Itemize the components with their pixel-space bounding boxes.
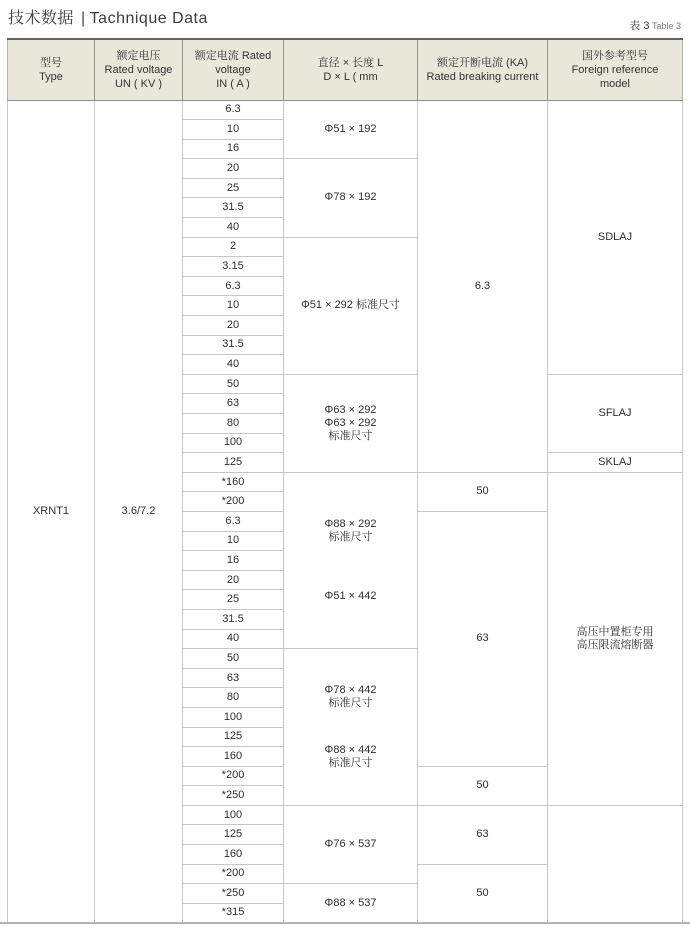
table-caption [629, 17, 681, 33]
current-cell: 40 [183, 355, 284, 375]
dimension-cell [284, 374, 418, 472]
current-cell: *250 [183, 786, 284, 806]
column-header-line: model [600, 77, 630, 90]
current-cell: 20 [183, 570, 284, 590]
dimension-cell [284, 159, 418, 237]
dimension-label [284, 518, 417, 544]
column-header [8, 39, 95, 100]
dimension-label-line: Φ63 × 292 [324, 403, 377, 416]
current-cell: 80 [183, 414, 284, 434]
current-cell: 100 [183, 805, 284, 825]
breaking-current-cell: 63 [418, 805, 548, 864]
current-cell: 125 [183, 727, 284, 747]
current-cell: 6.3 [183, 511, 284, 531]
column-header-line: 额定电压 [116, 49, 161, 62]
column-header [284, 39, 418, 100]
column-header-line: 额定开断电流 (KA) [436, 56, 529, 69]
page-title [8, 5, 682, 28]
dimension-label-line: Φ78 × 442 [324, 683, 377, 696]
dimension-label-line: Φ63 × 292 [324, 416, 377, 429]
current-cell: *315 [183, 903, 284, 923]
foreign-model-cell [548, 805, 683, 923]
dimension-cell [284, 100, 418, 159]
column-header-line: Rated breaking current [426, 70, 539, 83]
type-cell: XRNT1 [8, 100, 95, 923]
dimension-label [284, 838, 417, 851]
dimension-label-line: 标准尺寸 [328, 757, 373, 770]
column-header-line: Type [39, 70, 63, 83]
dimension-label-line: Φ76 × 537 [324, 838, 377, 851]
dimension-label-line: 标准尺寸 [328, 696, 373, 709]
dimension-label [284, 404, 417, 443]
current-cell: 31.5 [183, 609, 284, 629]
current-cell: 160 [183, 845, 284, 865]
column-header-line: IN ( A ) [216, 77, 250, 90]
column-header-line: Foreign reference [571, 63, 659, 76]
column-header-line: voltage [215, 63, 251, 76]
dimension-cell [284, 649, 418, 806]
dimension-label-line: Φ88 × 292 [324, 518, 377, 531]
breaking-current-cell: 50 [418, 472, 548, 511]
current-cell: 31.5 [183, 335, 284, 355]
foreign-model-line: SKLAJ [598, 455, 632, 468]
column-header [418, 39, 548, 100]
dimension-label [284, 299, 417, 312]
dimension-label [284, 897, 417, 910]
column-header [183, 39, 284, 100]
table-caption-zh: 表 3 [629, 20, 650, 32]
dimension-label [284, 590, 417, 603]
foreign-model-cell [548, 374, 683, 452]
current-cell: 10 [183, 120, 284, 140]
current-cell: 25 [183, 590, 284, 610]
current-cell: 6.3 [183, 276, 284, 296]
current-cell: 20 [183, 159, 284, 179]
current-cell: 16 [183, 551, 284, 571]
current-cell: *200 [183, 864, 284, 884]
dimension-label [284, 684, 417, 710]
breaking-current-cell: 63 [418, 511, 548, 766]
voltage-cell: 3.6/7.2 [95, 100, 183, 923]
current-cell: 50 [183, 649, 284, 669]
current-cell: 80 [183, 688, 284, 708]
foreign-model-line: 高压中置柜专用 [576, 625, 654, 638]
current-cell: 50 [183, 374, 284, 394]
current-cell: 16 [183, 139, 284, 159]
dimension-label-line: 标准尺寸 [328, 531, 373, 544]
foreign-model-cell [548, 472, 683, 805]
current-cell: 31.5 [183, 198, 284, 218]
foreign-model-line: SDLAJ [597, 230, 633, 243]
breaking-current-cell: 6.3 [418, 100, 548, 472]
dimension-label-line: Φ78 × 192 [324, 191, 377, 204]
breaking-current-cell: 50 [418, 864, 548, 923]
column-header [548, 39, 683, 100]
technique-data-table [7, 38, 683, 924]
dimension-label-line: Φ88 × 537 [324, 896, 377, 909]
current-cell: 63 [183, 394, 284, 414]
current-cell: 10 [183, 296, 284, 316]
page-title-zh: 技术数据 [8, 10, 75, 27]
column-header-line: D × L ( mm [323, 70, 378, 83]
current-cell: 100 [183, 707, 284, 727]
column-header-line: 额定电流 Rated [194, 49, 272, 62]
dimension-label [284, 123, 417, 136]
current-cell: 40 [183, 629, 284, 649]
current-cell: 63 [183, 668, 284, 688]
current-cell: 2 [183, 237, 284, 257]
column-header-line: Rated voltage [104, 63, 173, 76]
table-row [8, 100, 683, 120]
foreign-model-line: 高压限流熔断器 [576, 638, 654, 651]
foreign-model-line: SFLAJ [598, 407, 632, 419]
dimension-label-line: Φ51 × 292 标准尺寸 [301, 299, 400, 312]
column-header [95, 39, 183, 100]
dimension-cell [284, 472, 418, 648]
current-cell: 25 [183, 178, 284, 198]
bottom-divider [0, 922, 690, 924]
current-cell: 100 [183, 433, 284, 453]
current-cell: *250 [183, 884, 284, 904]
dimension-label-line: Φ51 × 192 [324, 122, 377, 135]
current-cell: *200 [183, 492, 284, 512]
breaking-current-cell: 50 [418, 766, 548, 805]
dimension-label [284, 744, 417, 770]
column-header-line: UN ( KV ) [114, 77, 163, 90]
dimension-cell [284, 237, 418, 374]
current-cell: 3.15 [183, 257, 284, 277]
dimension-stack [284, 473, 417, 648]
page-title-en: Tachnique Data [89, 10, 208, 27]
dimension-label [284, 191, 417, 204]
current-cell: 6.3 [183, 100, 284, 120]
current-cell: 125 [183, 453, 284, 473]
dimension-label-line: Φ51 × 442 [324, 589, 377, 602]
table-caption-en: Table 3 [651, 21, 681, 31]
current-cell: *160 [183, 472, 284, 492]
dimension-cell [284, 884, 418, 923]
title-row [0, 0, 690, 33]
current-cell: 125 [183, 825, 284, 845]
column-header-line: 型号 [40, 56, 62, 69]
current-cell: *200 [183, 766, 284, 786]
current-cell: 40 [183, 218, 284, 238]
foreign-model-cell [548, 453, 683, 473]
column-header-line: 直径 × 长度 L [317, 56, 384, 69]
current-cell: 10 [183, 531, 284, 551]
dimension-cell [284, 805, 418, 883]
foreign-model-cell [548, 100, 683, 374]
header-row [8, 39, 683, 100]
current-cell: 20 [183, 316, 284, 336]
current-cell: 160 [183, 747, 284, 767]
title-separator: | [81, 10, 86, 27]
dimension-label-line: 标准尺寸 [328, 429, 373, 442]
dimension-stack [284, 649, 417, 805]
dimension-label-line: Φ88 × 442 [324, 744, 377, 757]
column-header-line: 国外参考型号 [582, 49, 648, 62]
